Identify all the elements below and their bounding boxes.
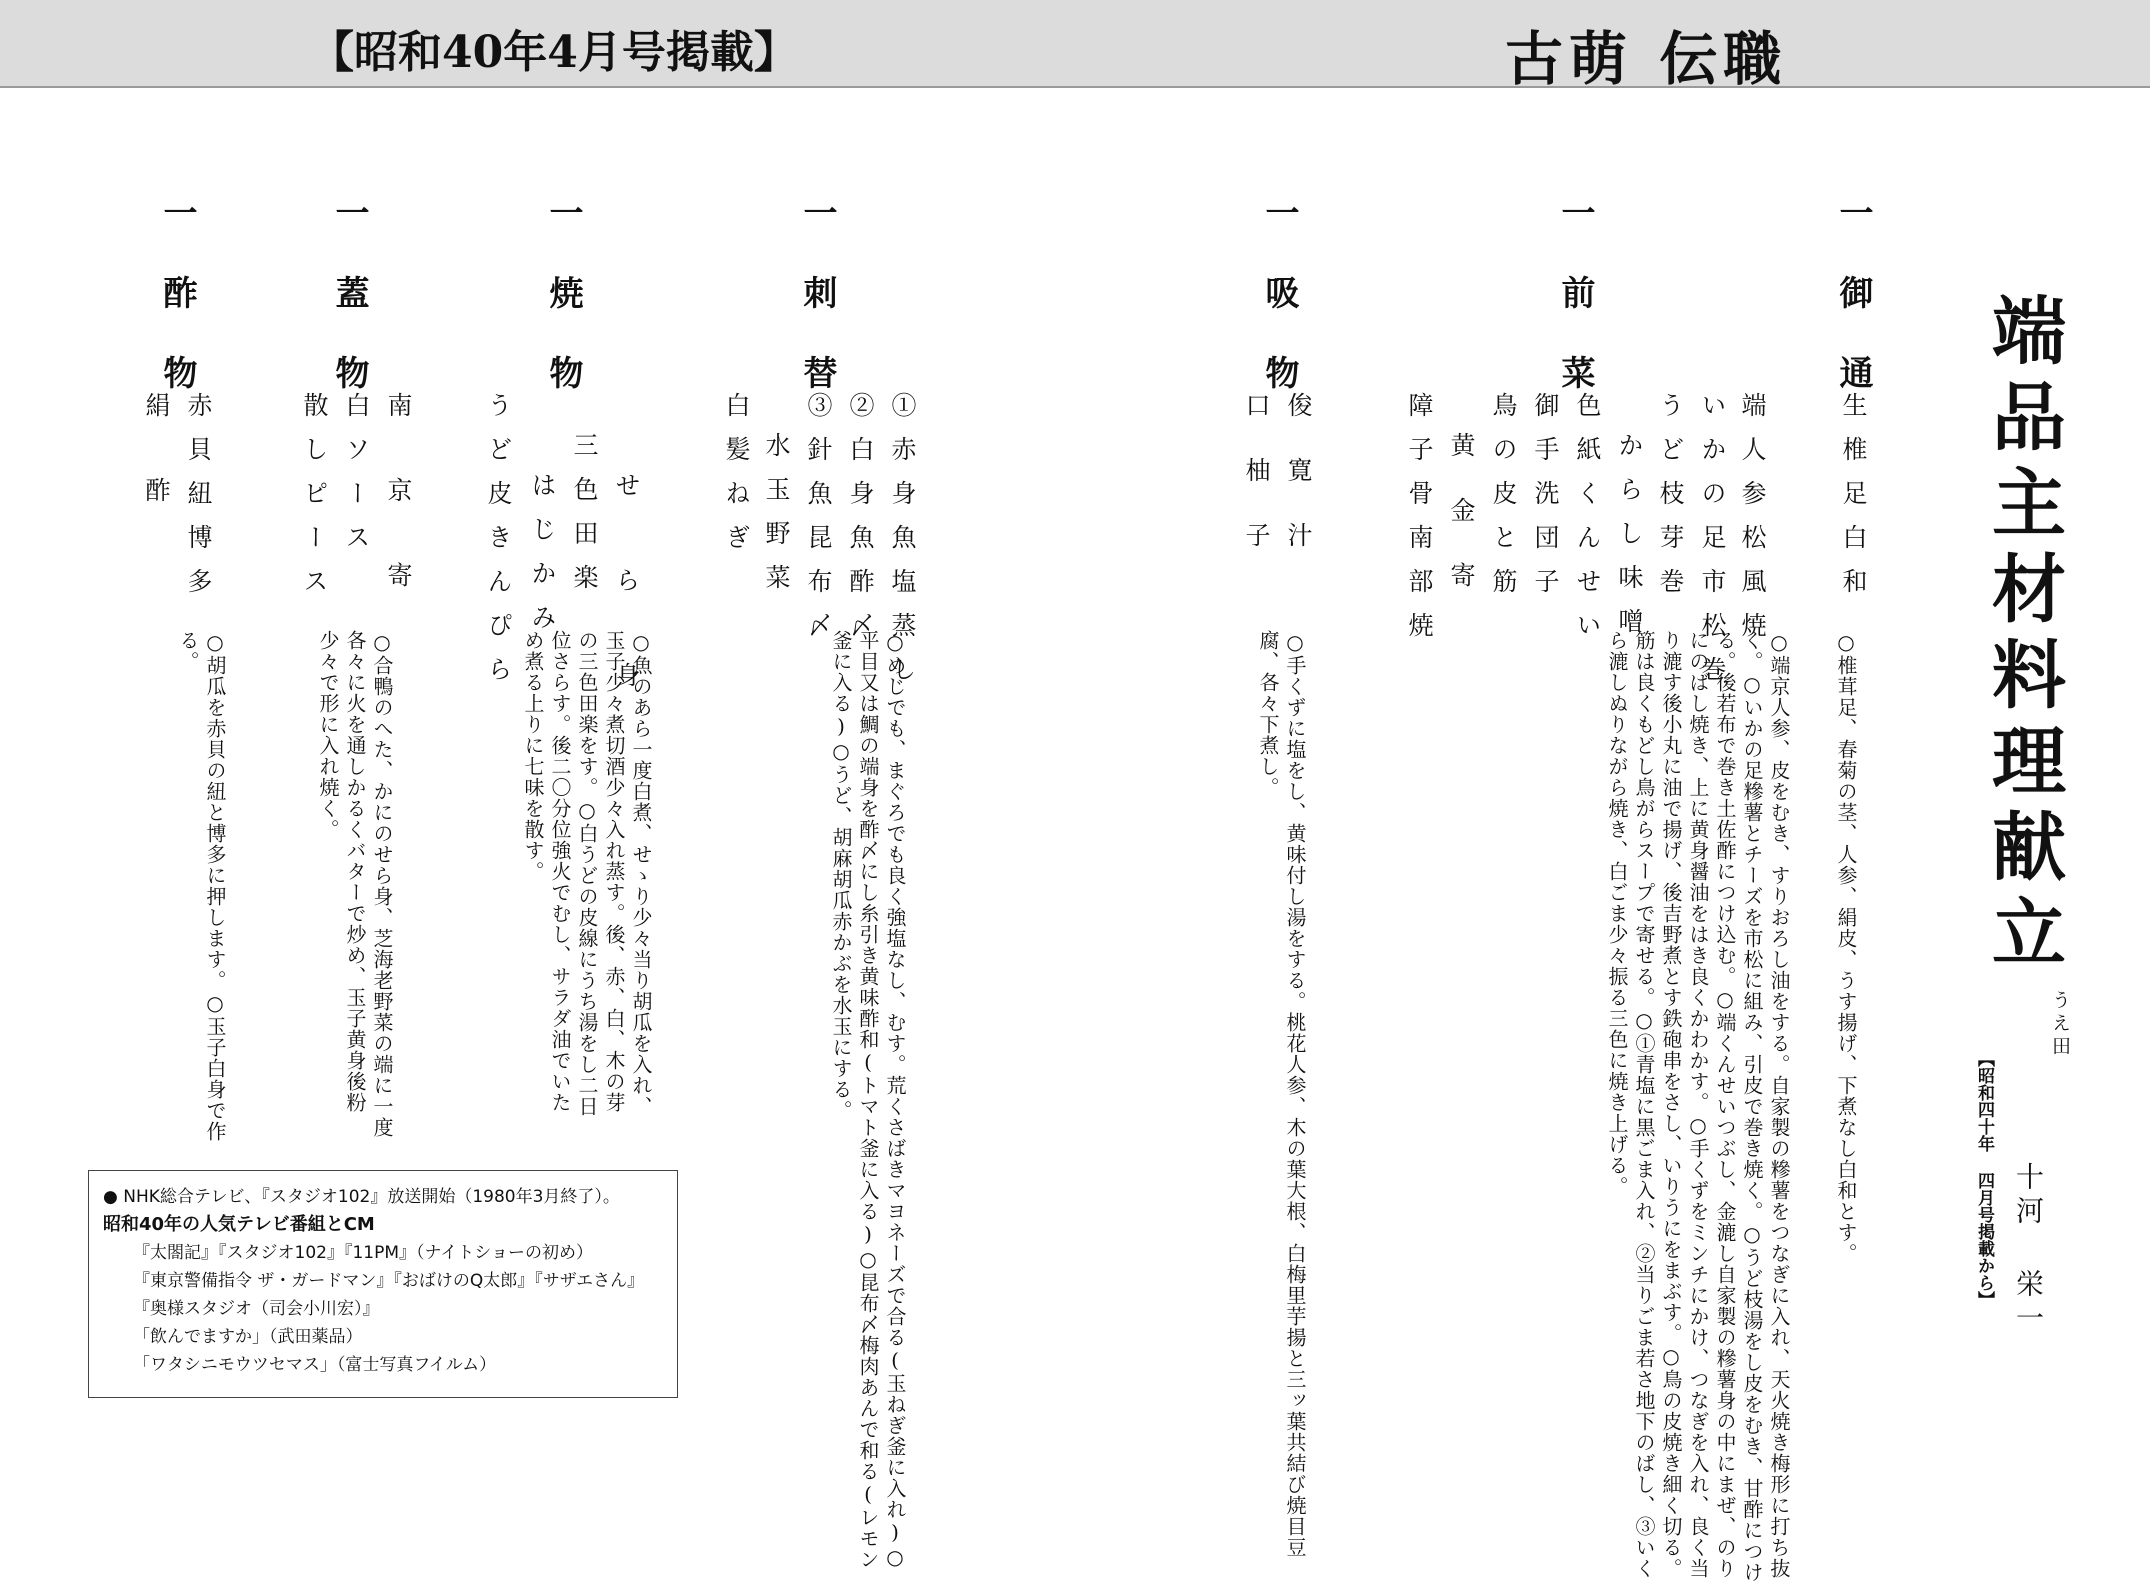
course-item: ③針魚昆布〆 xyxy=(804,392,833,656)
notes-box xyxy=(88,1170,678,1398)
series-title: 古萌 伝職 xyxy=(1505,25,1788,93)
course-heading-sashimi: 一刺替 xyxy=(797,195,837,435)
author-reading: うえ田 xyxy=(2049,990,2071,1059)
course-item: 鳥の皮と筋 xyxy=(1489,392,1518,612)
notes-lead: ● NHK総合テレビ、『スタジオ102』放送開始（1980年3月終了）。 xyxy=(103,1187,620,1207)
course-desc-sunomono: ○胡瓜を赤貝の紐と博多に押します。○玉子白身で作る。 xyxy=(176,630,227,1142)
notes-line: 「ワタシニモウツセマス」（富士写真フイルム） xyxy=(133,1355,497,1375)
course-item: 絹酢 xyxy=(142,392,171,562)
course-desc-yakimono: ○魚のあら一度白煮、せゝり少々当り胡瓜を入れ、玉子少々煮切酒少々入れ蒸す。後、赤、白、木の芽の三色田楽をす。○白うどの皮線にうち湯をし二日位さらす。後二〇分位強火でむし、サラダ油でいため煮る上りに七味を散す。 xyxy=(521,630,653,1117)
course-heading-yakimono: 一焼物 xyxy=(543,195,583,435)
course-item: 白髪ねぎ xyxy=(722,392,751,568)
notes-line: 『太閤記』『スタジオ102』『11PM』（ナイトショーの初め） xyxy=(133,1243,593,1263)
course-item: せら身 xyxy=(612,472,641,757)
course-desc-sashimi: ○めじでも、まぐろでも良く強塩なし、むす。荒くさばきマヨネーズで合る(玉ねぎ釜に入れ)○平目又は鯛の端身を酢〆にし糸引き黄味酢和(トマト釜に入る)○昆布〆梅肉あんで和る(レモン釜に入る)○うど、胡麻胡瓜赤かぶを水玉にする。 xyxy=(829,630,907,1570)
notes-line: 『東京警備指令 ザ・ガードマン』『おばけのQ太郎』『サザエさん』 xyxy=(133,1271,645,1291)
course-desc-otoshi: ○椎茸足、春菊の茎、人参、絹皮、うす揚げ、下煮なし白和とす。 xyxy=(1834,630,1858,1264)
course-item: 三色田楽 xyxy=(570,432,599,608)
course-item: 御手洗団子 xyxy=(1531,392,1560,612)
course-heading-sunomono: 一酢物 xyxy=(157,195,197,435)
course-item: いかの足市松巻 xyxy=(1698,392,1727,700)
course-item: 白ソース xyxy=(342,392,371,568)
course-item: 口柚子 xyxy=(1242,392,1271,587)
course-item: 散しピース xyxy=(300,392,329,612)
course-item: 障子骨南部焼 xyxy=(1405,392,1434,656)
course-heading-zensai: 一前菜 xyxy=(1555,195,1595,435)
course-heading-otoshi: 一御通 xyxy=(1833,195,1873,435)
course-item: 端人参松風焼 xyxy=(1738,392,1767,656)
author-name: 十河 栄一 xyxy=(2012,1162,2045,1337)
course-item: 黄金寄 xyxy=(1447,432,1476,627)
course-item: ②白身魚酢〆 xyxy=(846,392,875,656)
header-bar xyxy=(0,0,2150,93)
issue-label: 【昭和40年4月号掲載】 xyxy=(310,27,798,78)
course-item: うど皮きんぴら xyxy=(484,392,513,700)
course-heading-suimono: 一吸物 xyxy=(1259,195,1299,435)
course-item: ①赤身魚塩蒸し xyxy=(888,392,917,700)
notes-line: 『奥様スタジオ（司会小川宏）』 xyxy=(133,1299,380,1319)
notes-line: 「飲んでますか」（武田薬品） xyxy=(133,1327,363,1347)
course-item: 色紙くんせい xyxy=(1573,392,1602,656)
course-heading-futamono: 一蓋物 xyxy=(329,195,369,435)
page-title: 端品主材料理献立 xyxy=(1980,292,2066,980)
course-desc-futamono: ○合鴨のへた、かにのせら身、芝海老野菜の端に一度各々に火を通しかるくバターで炒め、玉子黄身後粉少々で形に入れ焼く。 xyxy=(316,630,394,1138)
course-item: 水玉野菜 xyxy=(762,432,791,608)
course-item: 俊寛汁 xyxy=(1284,392,1313,587)
course-item: からし味噌 xyxy=(1615,432,1644,652)
course-item: 赤貝紐博多 xyxy=(184,392,213,612)
course-item: はじかみ xyxy=(528,472,557,648)
notes-heading: 昭和40年の人気テレビ番組とCM xyxy=(103,1214,375,1235)
course-desc-zensai: ○端京人参、皮をむき、すりおろし油をする。自家製の糝薯をつなぎに入れ、天火焼き梅形に打ち抜く。○いかの足糝薯とチーズを市松に組み、引皮で巻き焼く。○うど枝湯をし皮をむき、甘酢につける。後若布で巻き土佐酢につけ込む。○端くんせいつぶし、金漉し自家製の糝薯身の中にまぜ、のりにのばし焼き、上に黄身醤油をはき良くかわかす。○手くずをミンチにかけ、つなぎを入れ、良く当り漉す後小丸に油で揚げ、後吉野煮とす鉄砲串をさし、いりうにをまぶす。○鳥の皮焼き細く切る。筋は良くもどし鳥がらスープで寄せる。○①青塩に黒ごま入れ、②当りごま若さ地下のばし、③いくら漉しぬりながら焼き、白ごま少々振る三色に焼き上げる。 xyxy=(1605,630,1791,1583)
course-item: 生椎足白和 xyxy=(1839,392,1868,612)
course-desc-suimono: ○手くずに塩をし、黄味付し湯をする。桃花人参、木の葉大根、白梅里芋揚と三ッ葉共結び焼目豆腐、各々下煮し。 xyxy=(1256,630,1307,1558)
course-item: 南京寄 xyxy=(384,392,413,647)
course-item: うど枝芽巻 xyxy=(1656,392,1685,612)
author-credit: 【昭和四十年 四月号掲載から】 xyxy=(1974,1050,1994,1308)
